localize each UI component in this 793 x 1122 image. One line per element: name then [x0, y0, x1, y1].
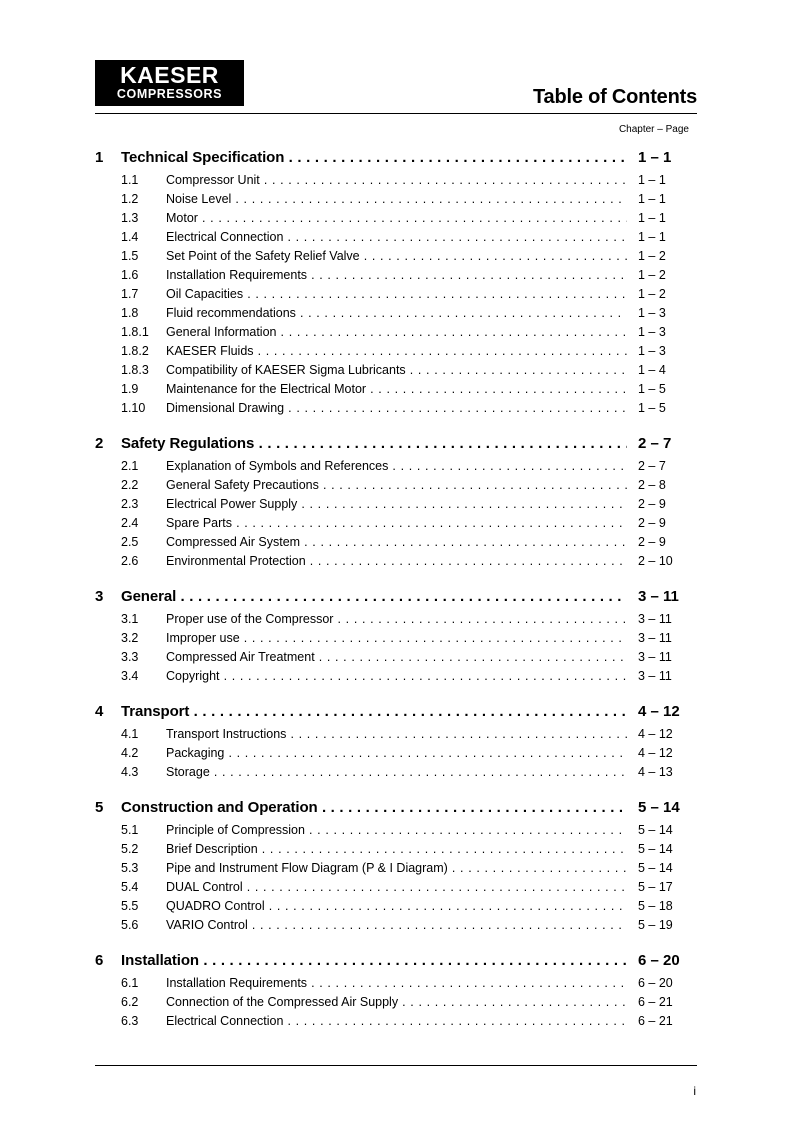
toc-title[interactable]: Connection of the Compressed Air Supply . . . — [166, 995, 627, 1009]
toc-page-ref[interactable]: 2 – 9 — [638, 497, 666, 511]
toc-page-ref[interactable]: 1 – 5 — [638, 401, 666, 415]
logo-wordmark: KAESER — [120, 62, 219, 88]
toc-page-ref[interactable]: 6 – 20 — [638, 952, 680, 969]
toc-title[interactable]: DUAL Control . . . — [166, 880, 627, 894]
toc-title[interactable]: Construction and Operation . . . — [121, 799, 627, 816]
toc-section-row[interactable] — [0, 382, 793, 401]
kaeser-logo — [95, 60, 244, 106]
toc-title[interactable]: Principle of Compression . . . — [166, 823, 627, 837]
toc-page-ref[interactable]: 4 – 12 — [638, 703, 680, 720]
toc-number: 1.2 — [121, 192, 139, 206]
toc-section-row[interactable] — [0, 861, 793, 880]
toc-page-ref[interactable]: 4 – 13 — [638, 765, 673, 779]
toc-title[interactable]: Electrical Connection . . . — [166, 230, 627, 244]
toc-title[interactable]: Storage . . . — [166, 765, 627, 779]
toc-section-row[interactable] — [0, 325, 793, 344]
toc-page-ref[interactable]: 1 – 1 — [638, 149, 672, 166]
toc-page-ref[interactable]: 5 – 14 — [638, 799, 680, 816]
toc-number: 1.7 — [121, 287, 139, 301]
toc-page-ref[interactable]: 4 – 12 — [638, 746, 673, 760]
toc-title[interactable]: General . . . — [121, 588, 627, 605]
toc-page-ref[interactable]: 3 – 11 — [638, 588, 679, 605]
toc-page-ref[interactable]: 3 – 11 — [638, 612, 672, 626]
toc-title[interactable]: Pipe and Instrument Flow Diagram (P & I Diagram) . . . — [166, 861, 627, 875]
toc-page-ref[interactable]: 1 – 2 — [638, 249, 666, 263]
toc-section-row[interactable] — [0, 880, 793, 899]
toc-section-row[interactable] — [0, 401, 793, 420]
toc-page-ref[interactable]: 1 – 5 — [638, 382, 666, 396]
toc-page-ref[interactable]: 1 – 4 — [638, 363, 666, 377]
toc-page-ref[interactable]: 1 – 1 — [638, 173, 666, 187]
toc-section-row[interactable] — [0, 192, 793, 211]
toc-title[interactable]: Installation Requirements . . . — [166, 976, 627, 990]
toc-number: 2.3 — [121, 497, 139, 511]
toc-title[interactable]: Transport . . . — [121, 703, 627, 720]
toc-section-row[interactable] — [0, 287, 793, 306]
toc-title[interactable]: Compatibility of KAESER Sigma Lubricants . . . — [166, 363, 627, 377]
toc-title[interactable]: Environmental Protection . . . — [166, 554, 627, 568]
toc-page-ref[interactable]: 5 – 14 — [638, 823, 673, 837]
toc-chapter-row[interactable] — [0, 435, 793, 454]
toc-number: 5.3 — [121, 861, 139, 875]
toc-page-ref[interactable]: 1 – 2 — [638, 268, 666, 282]
toc-number: 5.4 — [121, 880, 139, 894]
toc-number: 6.1 — [121, 976, 139, 990]
toc-number: 1.4 — [121, 230, 139, 244]
toc-title[interactable]: Compressor Unit . . . — [166, 173, 627, 187]
toc-number: 6 — [95, 952, 104, 969]
toc-number: 2.1 — [121, 459, 139, 473]
toc-page-ref[interactable]: 6 – 21 — [638, 995, 673, 1009]
toc-title[interactable]: QUADRO Control . . . — [166, 899, 627, 913]
toc-title[interactable]: Safety Regulations . . . — [121, 435, 627, 452]
toc-section-row[interactable] — [0, 344, 793, 363]
toc-section-row[interactable] — [0, 842, 793, 861]
toc-page-ref[interactable]: 1 – 2 — [638, 287, 666, 301]
toc-title[interactable]: Compressed Air System . . . — [166, 535, 627, 549]
toc-number: 1.1 — [121, 173, 139, 187]
toc-section-row[interactable] — [0, 823, 793, 842]
toc-page-ref[interactable]: 1 – 1 — [638, 192, 666, 206]
toc-number: 2.6 — [121, 554, 139, 568]
toc-title[interactable]: Installation . . . — [121, 952, 627, 969]
toc-number: 1.6 — [121, 268, 139, 282]
toc-number: 2.4 — [121, 516, 139, 530]
toc-title[interactable]: Fluid recommendations . . . — [166, 306, 627, 320]
toc-page-ref[interactable]: 5 – 14 — [638, 861, 673, 875]
toc-title[interactable]: Noise Level . . . — [166, 192, 627, 206]
toc-page-ref[interactable]: 3 – 11 — [638, 650, 672, 664]
toc-number: 4.3 — [121, 765, 139, 779]
toc-page-ref[interactable]: 3 – 11 — [638, 631, 672, 645]
header-divider — [95, 113, 697, 114]
toc-number: 1.5 — [121, 249, 139, 263]
toc-section-row[interactable] — [0, 669, 793, 688]
toc-page-ref[interactable]: 2 – 8 — [638, 478, 666, 492]
toc-section-row[interactable] — [0, 211, 793, 230]
toc-number: 2.5 — [121, 535, 139, 549]
toc-page-ref[interactable]: 2 – 7 — [638, 435, 672, 452]
toc-number: 1.9 — [121, 382, 139, 396]
toc-number: 5.5 — [121, 899, 139, 913]
footer-divider — [95, 1065, 697, 1066]
footer-page-number: i — [693, 1084, 696, 1098]
toc-title[interactable]: Spare Parts . . . — [166, 516, 627, 530]
toc-number: 6.2 — [121, 995, 139, 1009]
toc-number: 5 — [95, 799, 104, 816]
toc-page-ref[interactable]: 5 – 17 — [638, 880, 673, 894]
toc-page-ref[interactable]: 6 – 20 — [638, 976, 673, 990]
toc-number: 1.8.2 — [121, 344, 149, 358]
toc-title[interactable]: VARIO Control . . . — [166, 918, 627, 932]
toc-page-ref[interactable]: 2 – 10 — [638, 554, 673, 568]
toc-number: 1.8.3 — [121, 363, 149, 377]
toc-page-ref[interactable]: 5 – 19 — [638, 918, 673, 932]
toc-section-row[interactable] — [0, 650, 793, 669]
toc-chapter-row[interactable] — [0, 799, 793, 818]
toc-title[interactable]: General Safety Precautions . . . — [166, 478, 627, 492]
toc-section-row[interactable] — [0, 173, 793, 192]
toc-section-row[interactable] — [0, 516, 793, 535]
toc-page-ref[interactable]: 2 – 9 — [638, 535, 666, 549]
toc-page-ref[interactable]: 2 – 9 — [638, 516, 666, 530]
toc-section-row[interactable] — [0, 918, 793, 937]
toc-number: 6.3 — [121, 1014, 139, 1028]
toc-section-row[interactable] — [0, 1014, 793, 1033]
toc-title[interactable]: Motor . . . — [166, 211, 627, 225]
toc-page-ref[interactable]: 1 – 3 — [638, 306, 666, 320]
toc-page-ref[interactable]: 3 – 11 — [638, 669, 672, 683]
toc-chapter-row[interactable] — [0, 149, 793, 168]
toc-title[interactable]: Oil Capacities . . . — [166, 287, 627, 301]
toc-chapter-row[interactable] — [0, 952, 793, 971]
toc-title[interactable]: Copyright . . . — [166, 669, 627, 683]
toc-number: 5.1 — [121, 823, 139, 837]
toc-number: 2 — [95, 435, 104, 452]
toc-number: 1 — [95, 149, 104, 166]
toc-section-row[interactable] — [0, 727, 793, 746]
toc-number: 3 — [95, 588, 104, 605]
toc-section-row[interactable] — [0, 268, 793, 287]
toc-section-row[interactable] — [0, 631, 793, 650]
toc-chapter-row[interactable] — [0, 703, 793, 722]
toc-section-row[interactable] — [0, 363, 793, 382]
toc-section-row[interactable] — [0, 765, 793, 784]
toc-title[interactable]: KAESER Fluids . . . — [166, 344, 627, 358]
toc-title[interactable]: Dimensional Drawing . . . — [166, 401, 627, 415]
toc-title[interactable]: Transport Instructions . . . — [166, 727, 627, 741]
toc-number: 1.10 — [121, 401, 146, 415]
toc-title[interactable]: Technical Specification . . . — [121, 149, 627, 166]
toc-section-row[interactable] — [0, 459, 793, 478]
toc-title[interactable]: Electrical Connection . . . — [166, 1014, 627, 1028]
toc-page-ref[interactable]: 5 – 14 — [638, 842, 673, 856]
toc-title[interactable]: Installation Requirements . . . — [166, 268, 627, 282]
toc-section-row[interactable] — [0, 976, 793, 995]
toc-number: 3.3 — [121, 650, 139, 664]
toc-page-ref[interactable]: 5 – 18 — [638, 899, 673, 913]
toc-section-row[interactable] — [0, 497, 793, 516]
toc-page-ref[interactable]: 1 – 3 — [638, 344, 666, 358]
toc-number: 4.2 — [121, 746, 139, 760]
toc-title[interactable]: Improper use . . . — [166, 631, 627, 645]
toc-title[interactable]: Proper use of the Compressor . . . — [166, 612, 627, 626]
toc-page-ref[interactable]: 4 – 12 — [638, 727, 673, 741]
toc-title[interactable]: Explanation of Symbols and References . . . — [166, 459, 627, 473]
toc-title[interactable]: Compressed Air Treatment . . . — [166, 650, 627, 664]
toc-number: 5.6 — [121, 918, 139, 932]
toc-number: 1.8 — [121, 306, 139, 320]
toc-section-row[interactable] — [0, 230, 793, 249]
toc-section-row[interactable] — [0, 995, 793, 1014]
toc-title[interactable]: Electrical Power Supply . . . — [166, 497, 627, 511]
toc-number: 1.8.1 — [121, 325, 149, 339]
toc-title[interactable]: Packaging . . . — [166, 746, 627, 760]
toc-page-ref[interactable]: 2 – 7 — [638, 459, 666, 473]
toc-page-ref[interactable]: 6 – 21 — [638, 1014, 673, 1028]
toc-title[interactable]: Set Point of the Safety Relief Valve . . . — [166, 249, 627, 263]
toc-page-ref[interactable]: 1 – 3 — [638, 325, 666, 339]
toc-section-row[interactable] — [0, 899, 793, 918]
toc-section-row[interactable] — [0, 554, 793, 573]
toc-section-row[interactable] — [0, 478, 793, 497]
toc-section-row[interactable] — [0, 612, 793, 631]
toc-number: 3.4 — [121, 669, 139, 683]
toc-number: 3.2 — [121, 631, 139, 645]
toc-chapter-row[interactable] — [0, 588, 793, 607]
toc-section-row[interactable] — [0, 306, 793, 325]
toc-page-ref[interactable]: 1 – 1 — [638, 230, 666, 244]
toc-number: 1.3 — [121, 211, 139, 225]
page-title: Table of Contents — [532, 86, 697, 108]
toc-number: 2.2 — [121, 478, 139, 492]
toc-section-row[interactable] — [0, 535, 793, 554]
column-label: Chapter – Page — [618, 124, 689, 135]
toc-section-row[interactable] — [0, 746, 793, 765]
toc-number: 4.1 — [121, 727, 139, 741]
toc-section-row[interactable] — [0, 249, 793, 268]
toc-number: 3.1 — [121, 612, 139, 626]
logo-subtitle: COMPRESSORS — [116, 87, 223, 101]
toc-number: 5.2 — [121, 842, 139, 856]
toc-title[interactable]: Maintenance for the Electrical Motor . . . — [166, 382, 627, 396]
toc-title[interactable]: General Information . . . — [166, 325, 627, 339]
toc-number: 4 — [95, 703, 104, 720]
toc-page-ref[interactable]: 1 – 1 — [638, 211, 666, 225]
toc-title[interactable]: Brief Description . . . — [166, 842, 627, 856]
